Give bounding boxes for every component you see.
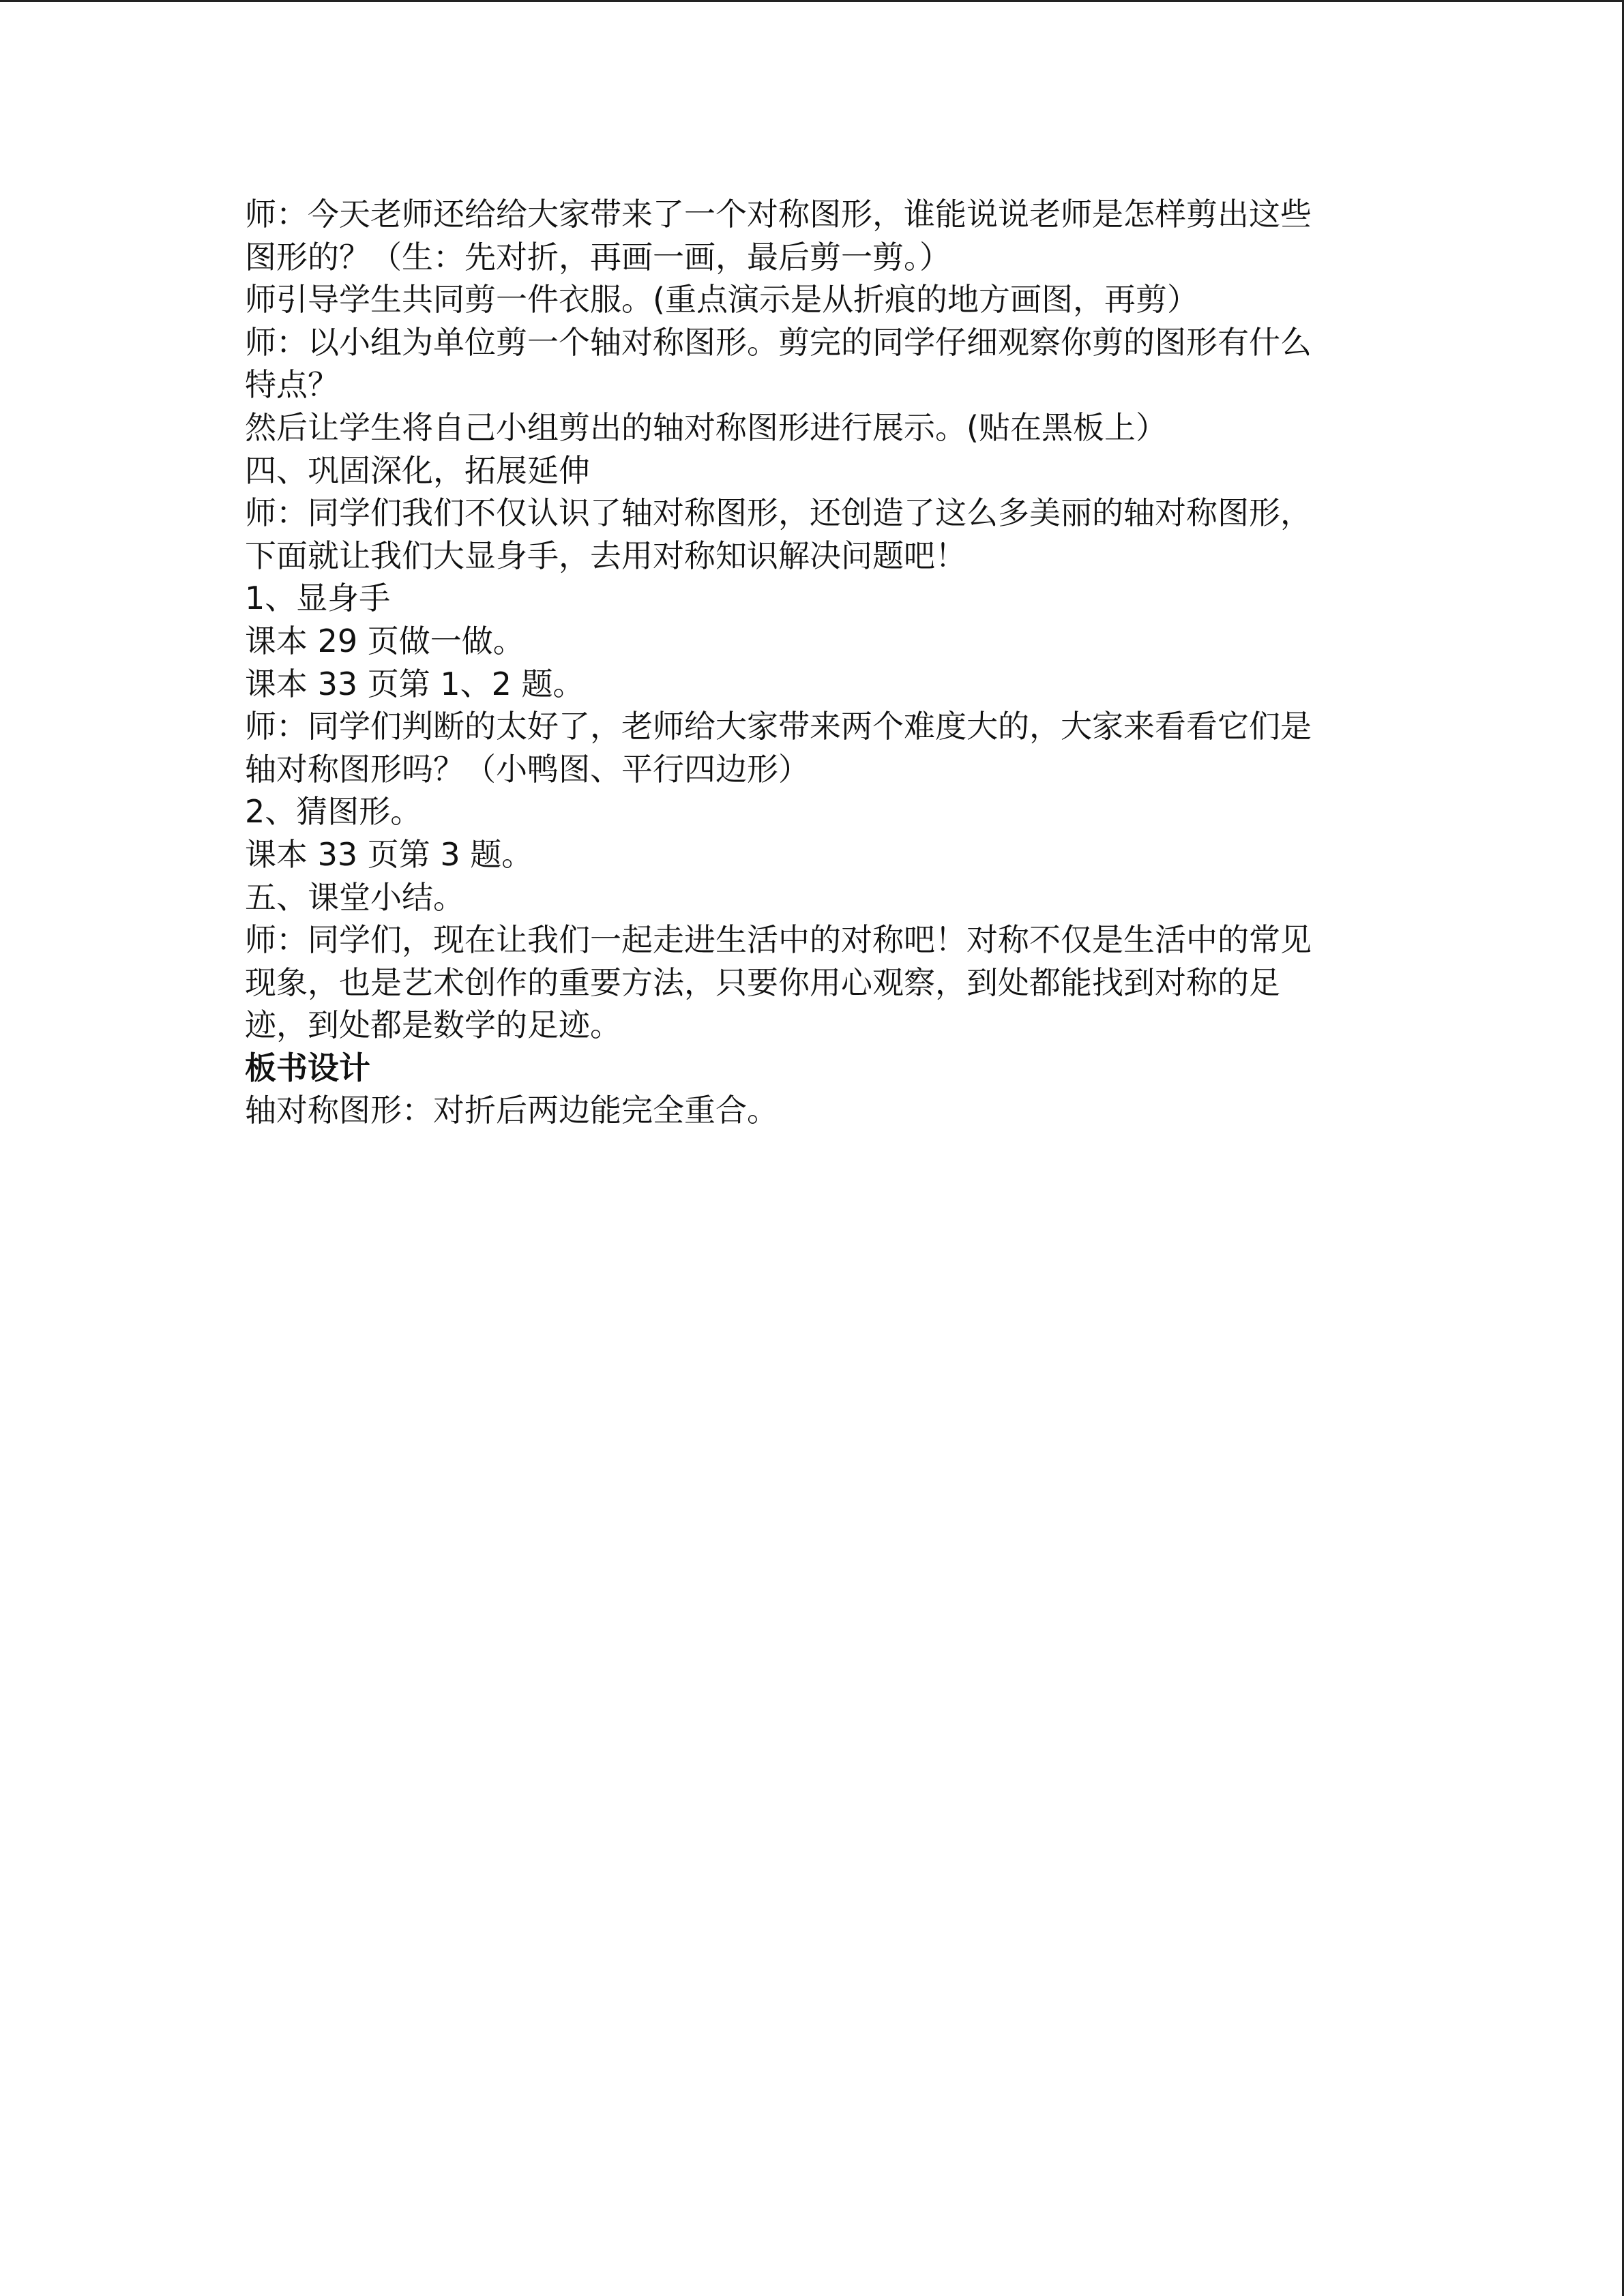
list-item: 1、显身手 [245,580,391,617]
text-line: 师：同学们，现在让我们一起走进生活中的对称吧！对称不仅是生活中的常见 [245,921,1312,959]
list-item: 2、猜图形。 [245,793,422,831]
text-line: 师：同学们我们不仅认识了轴对称图形，还创造了这么多美丽的轴对称图形， [245,494,1312,532]
board-design-heading: 板书设计 [245,1049,370,1086]
text-line: 师：今天老师还给给大家带来了一个对称图形，谁能说说老师是怎样剪出这些 [245,196,1312,233]
section-heading: 五、课堂小结。 [245,878,464,916]
text-line: 轴对称图形：对折后两边能完全重合。 [245,1092,778,1129]
text-line: 下面就让我们大显身手，去用对称知识解决问题吧！ [245,537,966,574]
text-line: 师引导学生共同剪一件衣服。(重点演示是从折痕的地方画图，再剪） [245,281,1198,318]
section-heading: 四、巩固深化，拓展延伸 [245,451,590,489]
text-line: 现象，也是艺术创作的重要方法，只要你用心观察，到处都能找到对称的足 [245,964,1280,1001]
text-line: 课本 33 页第 1、2 题。 [245,665,585,702]
text-line: 师：同学们判断的太好了，老师给大家带来两个难度大的，大家来看看它们是 [245,708,1312,745]
document-body [245,193,1363,1132]
text-line: 轴对称图形吗？（小鸭图、平行四边形） [245,750,810,788]
text-line: 然后让学生将自己小组剪出的轴对称图形进行展示。(贴在黑板上） [245,408,1167,446]
text-line: 课本 29 页做一做。 [245,622,525,659]
text-line: 师：以小组为单位剪一个轴对称图形。剪完的同学仔细观察你剪的图形有什么 [245,323,1312,361]
text-line: 图形的？（生：先对折，再画一画，最后剪一剪。） [245,238,951,275]
text-line: 课本 33 页第 3 题。 [245,835,533,873]
page-top-border [0,0,1624,2]
text-line: 特点？ [245,366,339,404]
text-line: 迹，到处都是数学的足迹。 [245,1007,621,1044]
